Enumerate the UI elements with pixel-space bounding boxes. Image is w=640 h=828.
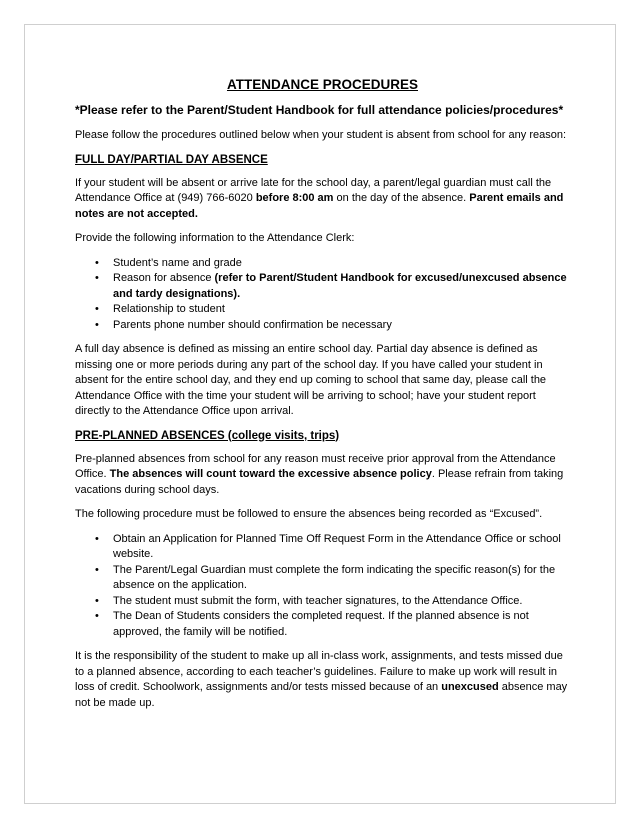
list-item: • The student must submit the form, with teacher signatures, to the Attendance Office. [113, 594, 570, 610]
text-segment: It is the responsibility of the student to make up all in-class work, assignments, and tests missed due to a planned absence, according to each teacher’s guidelines. Failure to make up work will result in loss of credit. Schoolwork, assignments and/or tests missed because of an [75, 650, 563, 693]
procedure-intro-paragraph: The following procedure must be followed to ensure the absences being recorded as “Excused”. [75, 508, 543, 520]
procedure-list [75, 532, 570, 641]
text-segment: Reason for absence [113, 272, 215, 284]
text-segment: on the day of the absence. [333, 192, 470, 204]
text-segment: absence may not be made up. [75, 681, 568, 709]
page-title: ATTENDANCE PROCEDURES [226, 77, 418, 92]
handbook-note-bold: (refer to Parent/Student Handbook for excused/unexcused absence and tardy designations). [113, 272, 567, 300]
list-item [113, 271, 570, 302]
text-segment: . Please refrain from taking vacations during school days. [75, 468, 564, 496]
section-heading-full-day: FULL DAY/PARTIAL DAY ABSENCE [75, 153, 268, 166]
unexcused-bold: unexcused [441, 681, 499, 693]
deadline-bold: before 8:00 am [255, 192, 334, 204]
list-item: • The Dean of Students considers the completed request. If the planned absence is not approved, the family will be notified. [113, 609, 570, 640]
list-item: • Obtain an Application for Planned Time Off Request Form in the Attendance Office or school website. [113, 532, 570, 563]
list-item: • Relationship to student [113, 302, 570, 318]
list-item: • The Parent/Legal Guardian must complete the form indicating the specific reason(s) for the absence on the application. [113, 563, 570, 594]
make-up-work-paragraph [75, 649, 570, 711]
required-info-list [75, 256, 570, 334]
list-item: • Parents phone number should confirmation be necessary [113, 318, 570, 334]
excessive-absence-bold: The absences will count toward the excessive absence policy [109, 468, 432, 480]
full-day-call-paragraph [75, 176, 570, 223]
absence-definition-paragraph: A full day absence is defined as missing an entire school day. Partial day absence is defined as missing one or more periods during any part of the school day. If you have called your student in absent for the entire school day, and they end up coming to school that same day, please call the Attendance Office with the time your student will be arriving to school; have your student report directly to the Attendance Office upon arrival. [75, 343, 547, 417]
text-segment: Pre-planned absences from school for any reason must receive prior approval from the Attendance Office. [75, 452, 556, 480]
text-segment: If your student will be absent or arrive late for the school day, a parent/legal guardian must call the Attendance Office at (949) 766-6020 [75, 176, 552, 204]
attendance-clerk-paragraph: Provide the following information to the Attendance Clerk: [75, 232, 355, 244]
handbook-reference: *Please refer to the Parent/Student Handbook for full attendance policies/procedures* [75, 103, 564, 117]
list-item: • Student’s name and grade [113, 256, 570, 272]
section-heading-pre-planned: PRE-PLANNED ABSENCES (college visits, trips) [75, 429, 340, 442]
document-body [75, 76, 570, 720]
pre-planned-approval-paragraph [75, 452, 570, 499]
intro-paragraph: Please follow the procedures outlined below when your student is absent from school for any reason: [75, 129, 567, 141]
no-emails-notice: Parent emails and notes are not accepted. [75, 192, 564, 220]
